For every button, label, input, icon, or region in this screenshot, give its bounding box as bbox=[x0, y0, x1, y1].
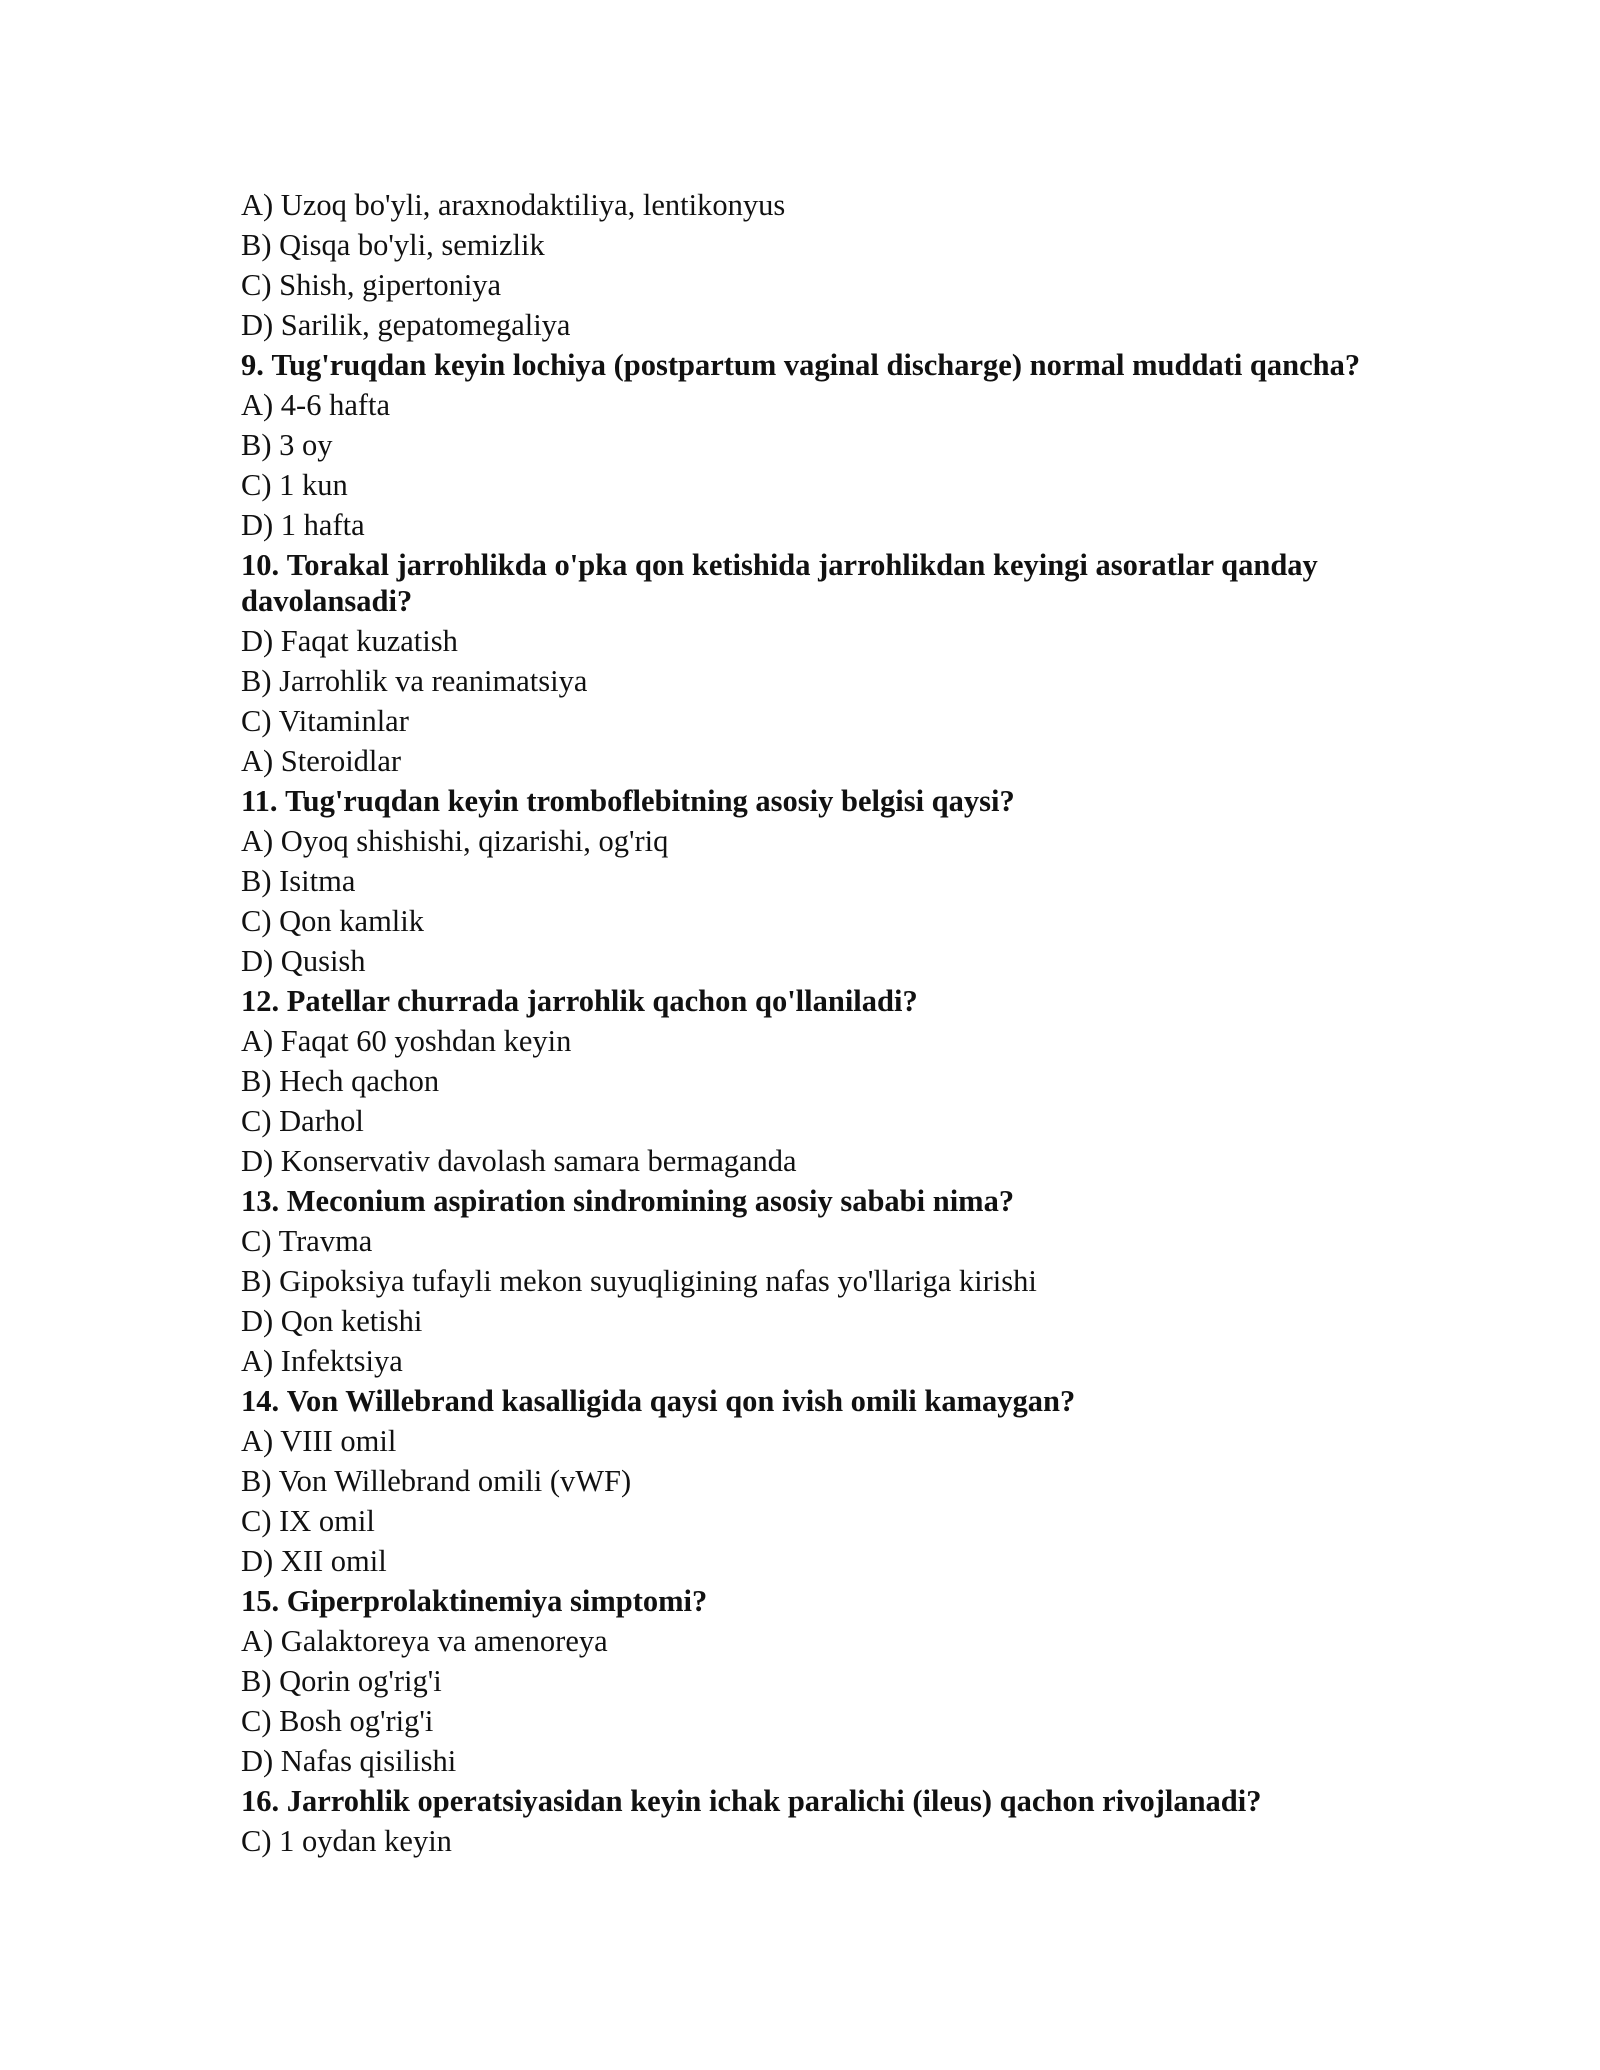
answer-option: D) 1 hafta bbox=[241, 508, 365, 542]
answer-block-continued bbox=[241, 185, 1421, 345]
question-heading bbox=[241, 1181, 1421, 1221]
answer-option: D) Sarilik, gepatomegaliya bbox=[241, 308, 571, 342]
question-number: 13. bbox=[241, 1184, 280, 1218]
answer-option: B) Qisqa bo'yli, semizlik bbox=[241, 228, 545, 262]
question-heading bbox=[241, 1781, 1421, 1821]
answer-option: C) 1 oydan keyin bbox=[241, 1824, 452, 1858]
question-block-9 bbox=[241, 345, 1421, 545]
question-text: Jarrohlik operatsiyasidan keyin ichak paralichi (ileus) qachon rivojlanadi? bbox=[286, 1784, 1262, 1818]
question-number: 16. bbox=[241, 1784, 280, 1818]
answer-option: C) Bosh og'rig'i bbox=[241, 1704, 434, 1738]
question-text: Patellar churrada jarrohlik qachon qo'llaniladi? bbox=[286, 984, 918, 1018]
answer-option: C) 1 kun bbox=[241, 468, 348, 502]
question-block-12 bbox=[241, 981, 1421, 1181]
answer-option: C) Vitaminlar bbox=[241, 704, 409, 738]
answer-option: C) Travma bbox=[241, 1224, 373, 1258]
question-number: 14. bbox=[241, 1384, 280, 1418]
answer-option: B) 3 oy bbox=[241, 428, 333, 462]
answer-option: D) Qon ketishi bbox=[241, 1304, 423, 1338]
answer-option: D) Nafas qisilishi bbox=[241, 1744, 457, 1778]
answer-option: C) Qon kamlik bbox=[241, 904, 424, 938]
question-block-15 bbox=[241, 1581, 1421, 1781]
answer-option: C) IX omil bbox=[241, 1504, 375, 1538]
answer-option: A) Oyoq shishishi, qizarishi, og'riq bbox=[241, 824, 669, 858]
answer-option: A) Steroidlar bbox=[241, 744, 402, 778]
answer-option: D) XII omil bbox=[241, 1544, 387, 1578]
answer-option: B) Gipoksiya tufayli mekon suyuqligining nafas yo'llariga kirishi bbox=[241, 1264, 1037, 1298]
question-heading bbox=[241, 781, 1421, 821]
question-text: Von Willebrand kasalligida qaysi qon ivish omili kamaygan? bbox=[286, 1384, 1076, 1418]
question-number: 12. bbox=[241, 984, 280, 1018]
answer-option: B) Hech qachon bbox=[241, 1064, 440, 1098]
answer-option: D) Qusish bbox=[241, 944, 366, 978]
answer-option: B) Isitma bbox=[241, 864, 356, 898]
answer-option: A) Infektsiya bbox=[241, 1344, 403, 1378]
question-block-10 bbox=[241, 545, 1421, 781]
question-heading bbox=[241, 345, 1421, 385]
answer-option: B) Jarrohlik va reanimatsiya bbox=[241, 664, 588, 698]
answer-option: A) Faqat 60 yoshdan keyin bbox=[241, 1024, 572, 1058]
question-block-13 bbox=[241, 1181, 1421, 1381]
question-text: Tug'ruqdan keyin lochiya (postpartum vaginal discharge) normal muddati qancha? bbox=[271, 348, 1361, 382]
answer-option: A) VIII omil bbox=[241, 1424, 397, 1458]
question-heading bbox=[241, 545, 1421, 621]
question-block-11 bbox=[241, 781, 1421, 981]
document-page bbox=[241, 185, 1421, 1861]
answer-option: B) Qorin og'rig'i bbox=[241, 1664, 442, 1698]
question-block-14 bbox=[241, 1381, 1421, 1581]
question-number: 9. bbox=[241, 348, 264, 382]
answer-option: C) Darhol bbox=[241, 1104, 364, 1138]
question-number: 15. bbox=[241, 1584, 280, 1618]
answer-option: C) Shish, gipertoniya bbox=[241, 268, 502, 302]
answer-option: D) Konservativ davolash samara bermaganda bbox=[241, 1144, 797, 1178]
question-heading bbox=[241, 1381, 1421, 1421]
answer-option: A) Uzoq bo'yli, araxnodaktiliya, lentikonyus bbox=[241, 188, 786, 222]
answer-option: B) Von Willebrand omili (vWF) bbox=[241, 1464, 632, 1498]
question-block-16 bbox=[241, 1781, 1421, 1861]
question-text: Torakal jarrohlikda o'pka qon ketishida jarrohlikdan keyingi asoratlar qanday davolansadi? bbox=[241, 548, 1318, 618]
question-text: Meconium aspiration sindromining asosiy sababi nima? bbox=[286, 1184, 1015, 1218]
answer-option: A) 4-6 hafta bbox=[241, 388, 391, 422]
question-text: Giperprolaktinemiya simptomi? bbox=[286, 1584, 708, 1618]
question-text: Tug'ruqdan keyin tromboflebitning asosiy belgisi qaysi? bbox=[285, 784, 1015, 818]
question-heading bbox=[241, 981, 1421, 1021]
question-number: 11. bbox=[241, 784, 278, 818]
answer-option: A) Galaktoreya va amenoreya bbox=[241, 1624, 608, 1658]
question-heading bbox=[241, 1581, 1421, 1621]
answer-option: D) Faqat kuzatish bbox=[241, 624, 458, 658]
question-number: 10. bbox=[241, 548, 280, 582]
